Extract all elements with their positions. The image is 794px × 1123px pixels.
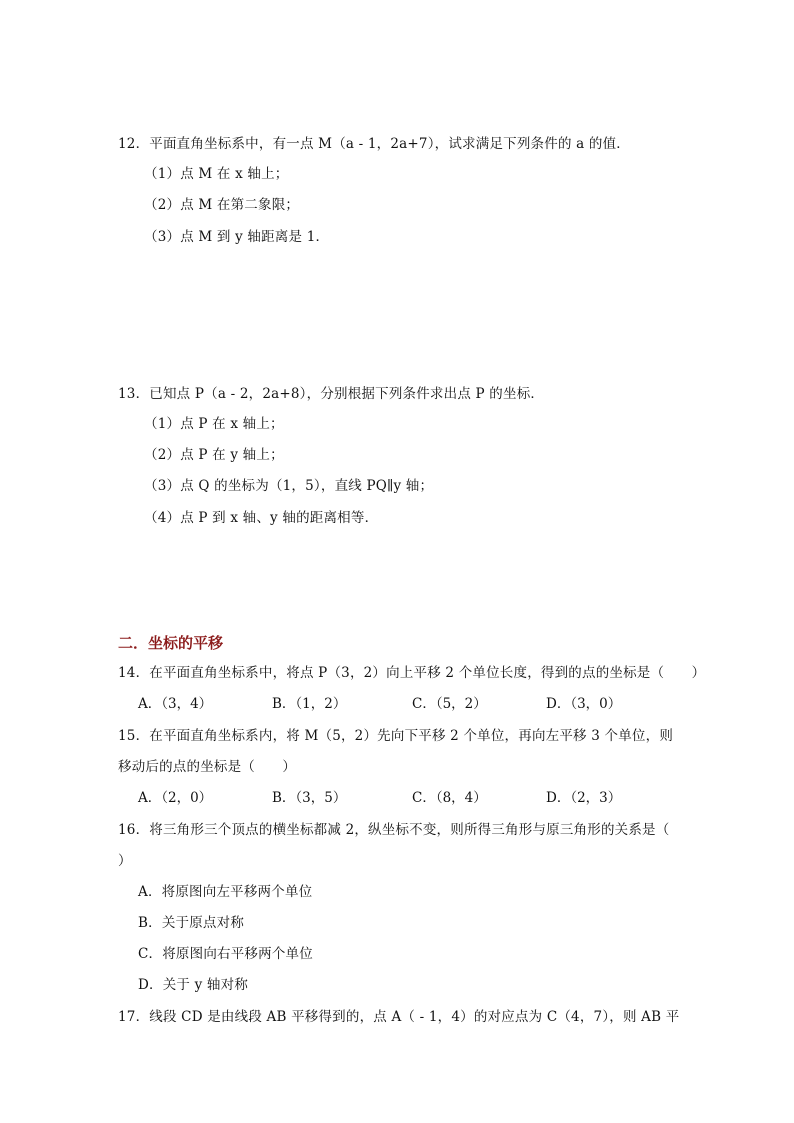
q13-part-1: （1）点 P 在 x 轴上； bbox=[144, 416, 284, 432]
q15-choice-b: B．（3，5） bbox=[272, 790, 347, 806]
q16-stem-line2: ） bbox=[118, 853, 132, 869]
q15-choice-d: D．（2，3） bbox=[546, 790, 622, 806]
q16-choice-b: B．关于原点对称 bbox=[138, 915, 245, 931]
q16-stem-line1: 16．将三角形三个顶点的横坐标都减 2，纵坐标不变，则所得三角形与原三角形的关系是（ bbox=[118, 822, 670, 838]
q15-stem-line1: 15．在平面直角坐标系内，将 M（5，2）先向下平移 2 个单位，再向左平移 3 个单位，则 bbox=[118, 728, 674, 744]
section-title-translation: 二．坐标的平移 bbox=[118, 634, 224, 652]
q14-stem: 14．在平面直角坐标系中，将点 P（3，2）向上平移 2 个单位长度，得到的点的坐标是（ ） bbox=[118, 665, 706, 681]
q12-part-1: （1）点 M 在 x 轴上； bbox=[144, 166, 289, 182]
q15-choice-a: A．（2，0） bbox=[138, 790, 213, 806]
q15-choice-c: C．（8，4） bbox=[412, 790, 487, 806]
q13-part-3: （3）点 Q 的坐标为（1，5），直线 PQ∥y 轴； bbox=[144, 478, 434, 494]
q13-stem: 13．已知点 P（a - 2，2a+8），分别根据下列条件求出点 P 的坐标． bbox=[118, 386, 545, 402]
q12-stem: 12．平面直角坐标系中，有一点 M（a - 1，2a+7），试求满足下列条件的 a 的值． bbox=[118, 136, 630, 152]
q13-part-4: （4）点 P 到 x 轴、y 轴的距离相等． bbox=[144, 510, 379, 526]
q14-choice-c: C．（5，2） bbox=[412, 696, 487, 712]
q14-choice-d: D．（3，0） bbox=[546, 696, 622, 712]
q16-choice-a: A．将原图向左平移两个单位 bbox=[138, 884, 313, 900]
q12-part-3: （3）点 M 到 y 轴距离是 1． bbox=[144, 229, 330, 245]
q14-choice-a: A．（3，4） bbox=[138, 696, 213, 712]
q17-stem-line1: 17．线段 CD 是由线段 AB 平移得到的，点 A（ - 1，4）的对应点为 C（4，7），则 AB 平 bbox=[118, 1009, 680, 1025]
q16-choice-c: C．将原图向右平移两个单位 bbox=[138, 946, 313, 962]
q13-part-2: （2）点 P 在 y 轴上； bbox=[144, 447, 284, 463]
q16-choice-d: D．关于 y 轴对称 bbox=[138, 977, 249, 993]
q12-part-2: （2）点 M 在第二象限； bbox=[144, 197, 300, 213]
q15-stem-line2: 移动后的点的坐标是（ ） bbox=[118, 759, 297, 775]
q14-choice-b: B．（1，2） bbox=[272, 696, 347, 712]
